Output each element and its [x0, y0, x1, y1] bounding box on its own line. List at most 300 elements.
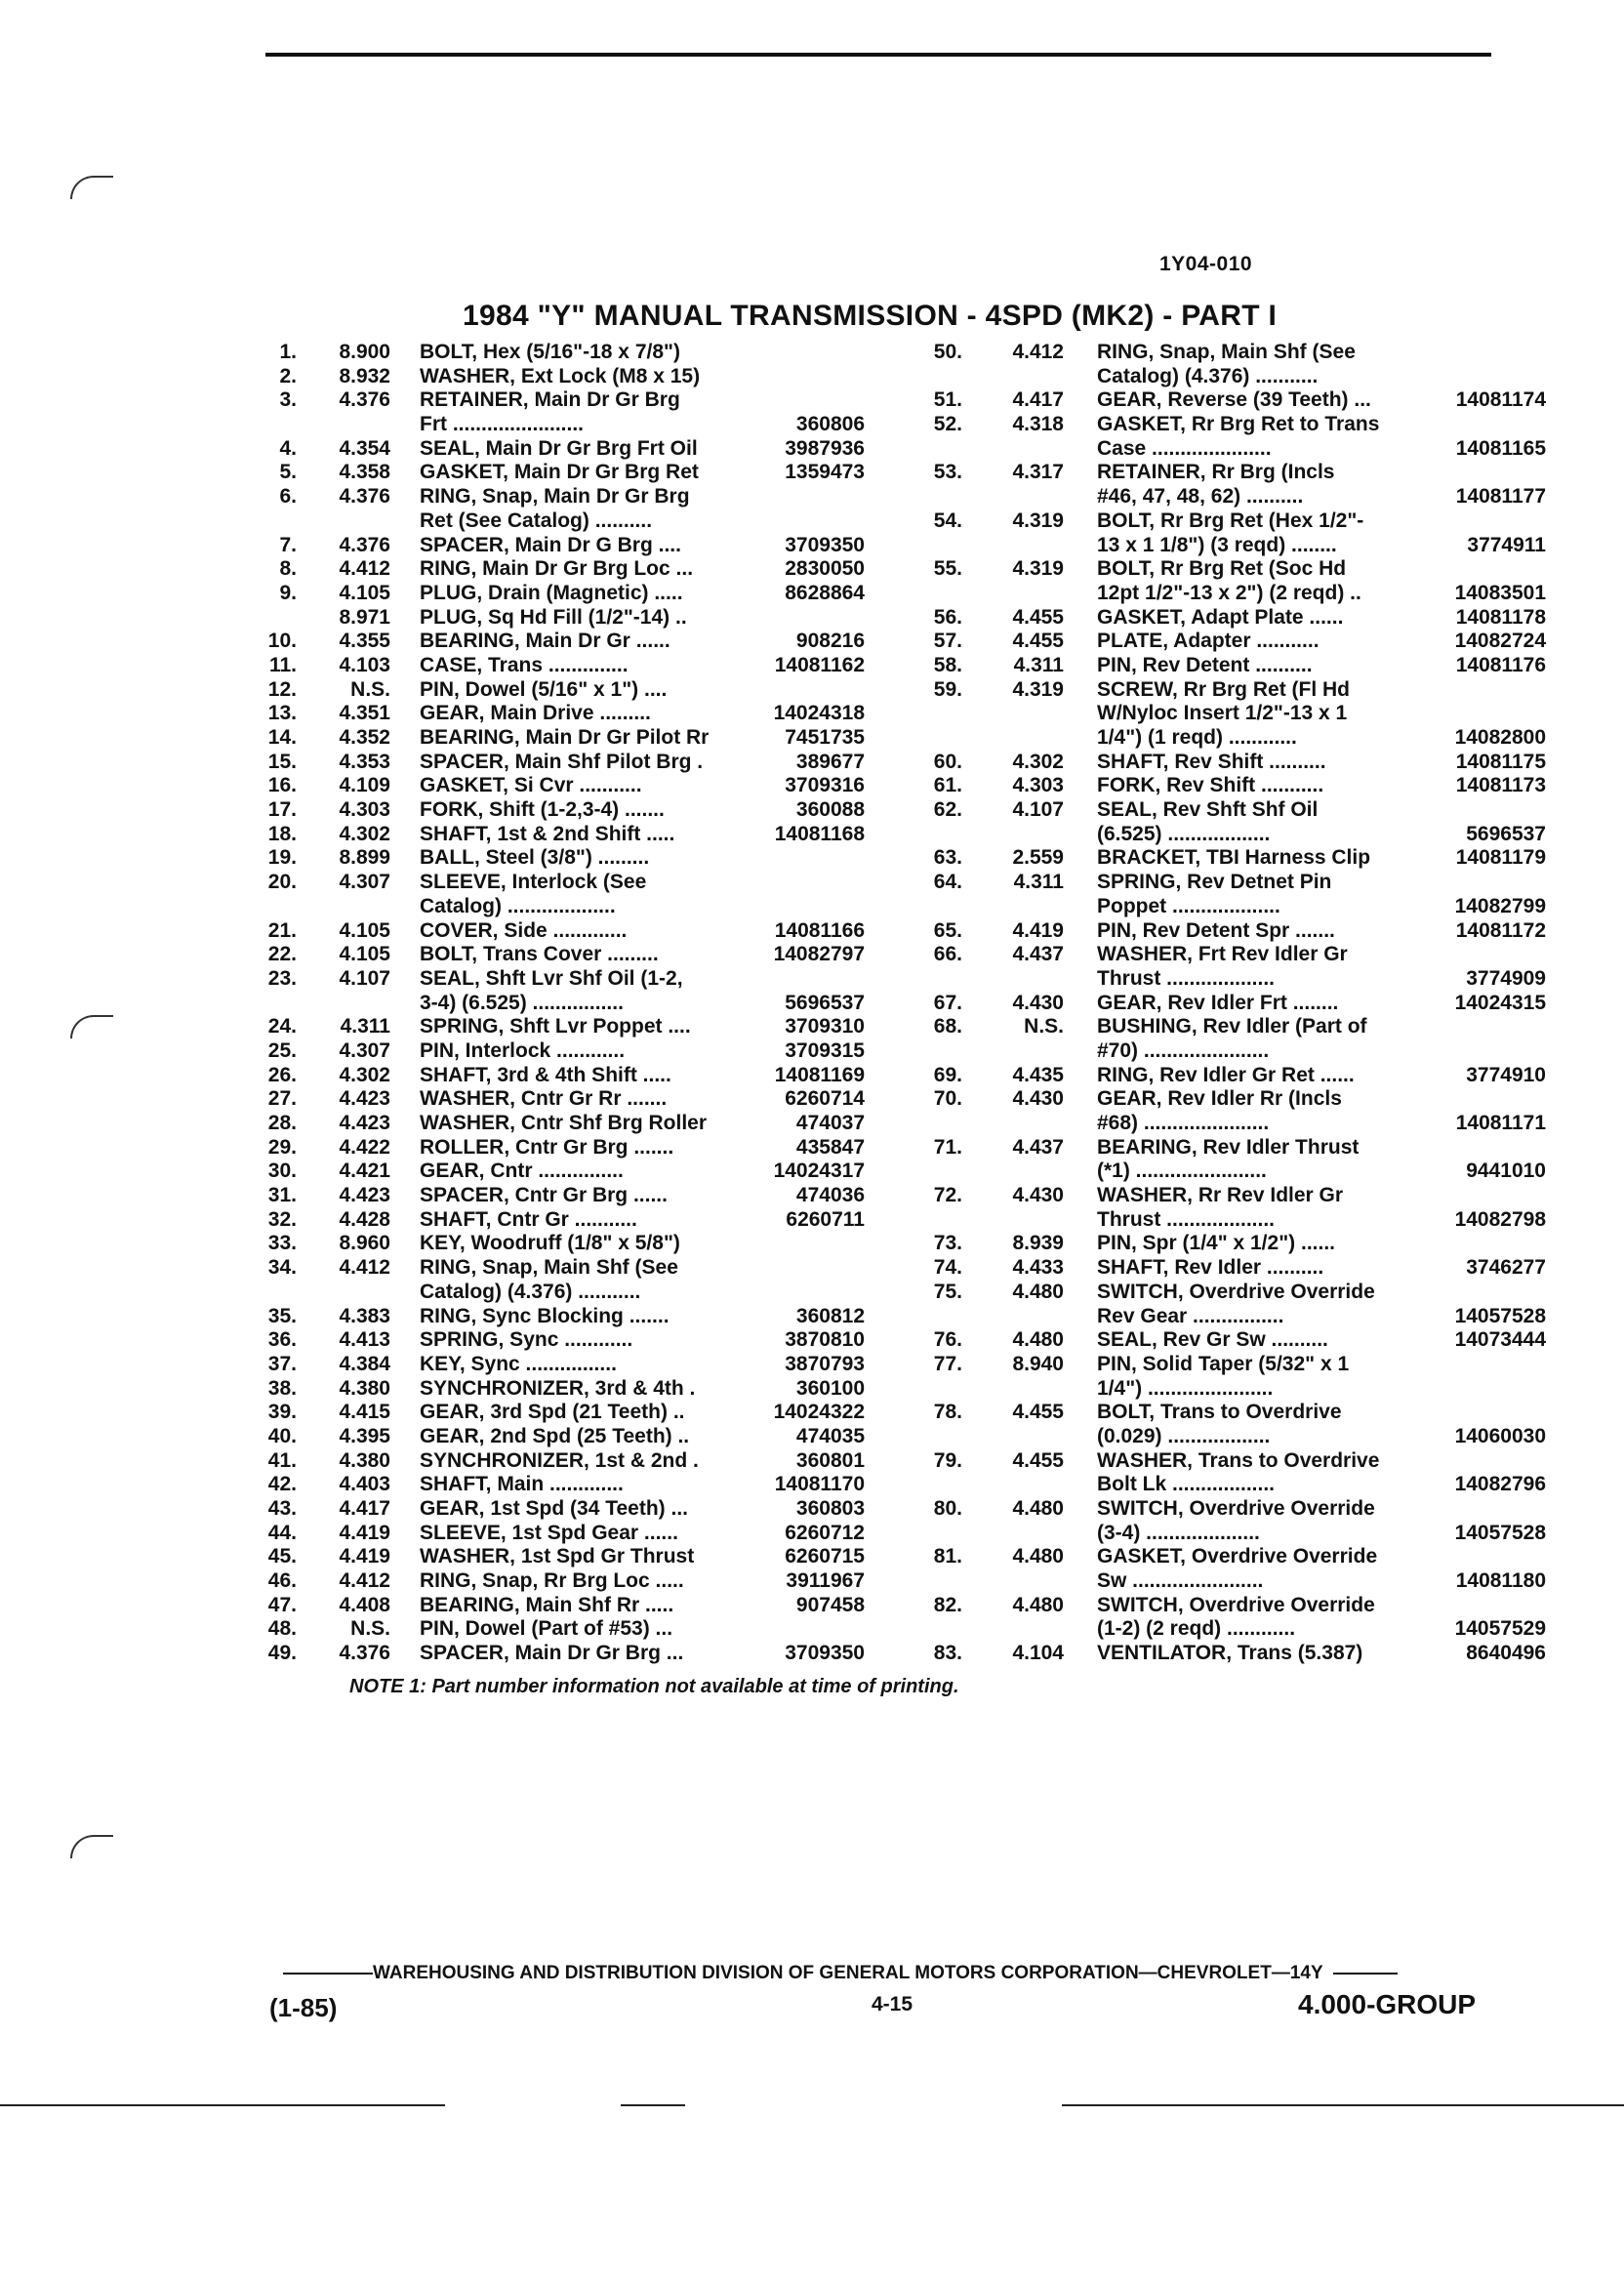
part-row — [921, 341, 1546, 365]
group-number: 4.412 — [339, 557, 390, 581]
item-number: 63. — [933, 846, 962, 870]
item-number: 82. — [933, 1593, 962, 1616]
item-number: 57. — [933, 630, 962, 653]
part-description: Thrust ................... — [1097, 966, 1276, 990]
part-description: Case ..................... — [1097, 436, 1272, 460]
group-number: 4.455 — [1012, 1401, 1064, 1424]
part-number: 14081173 — [1455, 774, 1546, 797]
part-number: 3709350 — [785, 533, 865, 556]
page-number: 4-15 — [872, 1993, 914, 2015]
part-row — [256, 1401, 915, 1425]
part-row — [256, 1594, 915, 1618]
item-number: 18. — [267, 822, 297, 845]
part-description: #68) ...................... — [1097, 1112, 1270, 1134]
parts-list-right — [921, 341, 1546, 1666]
part-number: 908216 — [795, 630, 865, 653]
part-description: PLUG, Drain (Magnetic) ..... — [420, 581, 683, 604]
group-number: 4.353 — [339, 750, 390, 773]
part-description: (3-4) .................... — [1097, 1521, 1260, 1544]
part-description: GEAR, Reverse (39 Teeth) ... — [1097, 388, 1371, 412]
item-number: 66. — [933, 943, 962, 966]
item-number: 43. — [267, 1497, 297, 1520]
part-row — [256, 1642, 915, 1666]
group-number: 4.303 — [339, 798, 390, 822]
part-row — [256, 341, 915, 365]
item-number: 64. — [933, 871, 962, 894]
item-number: 79. — [933, 1448, 962, 1472]
part-description: BOLT, Trans to Overdrive — [1097, 1401, 1342, 1424]
part-row — [921, 509, 1546, 534]
part-row — [921, 1545, 1546, 1569]
part-description: (6.525) .................. — [1097, 822, 1271, 845]
part-description: VENTILATOR, Trans (5.387) — [1097, 1642, 1363, 1665]
part-row — [256, 1377, 915, 1402]
part-row — [921, 751, 1546, 775]
item-number: 4. — [279, 436, 297, 460]
item-number: 56. — [933, 605, 962, 629]
part-description: BOLT, Rr Brg Ret (Soc Hd — [1097, 557, 1347, 581]
part-row — [921, 726, 1546, 751]
item-number: 47. — [267, 1593, 297, 1616]
group-number: 4.433 — [1012, 1256, 1064, 1280]
part-number: 14073444 — [1454, 1328, 1546, 1352]
group-number: 4.403 — [339, 1473, 390, 1496]
part-row — [256, 798, 915, 823]
part-description: KEY, Sync ................ — [420, 1352, 617, 1375]
group-number: 4.421 — [339, 1160, 390, 1183]
part-row — [256, 1497, 915, 1522]
part-description: GEAR, 1st Spd (34 Teeth) ... — [420, 1497, 688, 1520]
part-number: 907458 — [795, 1593, 865, 1616]
item-number: 15. — [267, 750, 297, 773]
part-row — [256, 1281, 915, 1305]
item-number: 49. — [267, 1642, 297, 1665]
part-description: PIN, Spr (1/4" x 1/2") ...... — [1097, 1232, 1335, 1255]
part-description: GASKET, Overdrive Override — [1097, 1545, 1378, 1568]
group-number: 8.940 — [1012, 1352, 1064, 1375]
group-number: 4.455 — [1012, 605, 1064, 629]
part-description: SWITCH, Overdrive Override — [1097, 1280, 1375, 1303]
item-number: 62. — [933, 798, 962, 822]
part-row — [921, 557, 1546, 582]
part-number: 360088 — [795, 798, 865, 822]
part-row — [256, 967, 915, 992]
part-row — [921, 437, 1546, 462]
part-row — [256, 1039, 915, 1064]
group-number: 8.939 — [1012, 1232, 1064, 1255]
part-number: 3870793 — [785, 1352, 865, 1375]
part-description: FORK, Rev Shift ........... — [1097, 774, 1324, 797]
part-number: 6260711 — [786, 1207, 865, 1231]
part-row — [256, 509, 915, 534]
part-description: RING, Snap, Main Shf (See — [1097, 341, 1356, 363]
part-description: #46, 47, 48, 62) .......... — [1097, 485, 1304, 509]
item-number: 25. — [267, 1038, 297, 1062]
part-description: SHAFT, Main ............. — [420, 1473, 624, 1496]
part-row — [921, 1305, 1546, 1329]
part-description: WASHER, Frt Rev Idler Gr — [1097, 943, 1348, 966]
item-number: 7. — [279, 533, 297, 556]
part-description: Catalog) ................... — [420, 894, 616, 917]
part-row — [921, 1401, 1546, 1425]
group-number: 4.107 — [339, 966, 390, 990]
group-number: 4.351 — [339, 702, 390, 725]
item-number: 80. — [933, 1497, 962, 1520]
part-row — [921, 1015, 1546, 1039]
item-number: 2. — [279, 364, 297, 387]
part-number: 3911967 — [786, 1569, 865, 1593]
part-description: Frt ....................... — [420, 413, 585, 436]
part-number: 360806 — [795, 413, 865, 436]
part-description: RING, Sync Blocking ....... — [420, 1304, 670, 1327]
part-number: 360801 — [795, 1448, 865, 1472]
part-description: PIN, Dowel (5/16" x 1") .... — [420, 677, 668, 701]
bottom-rule — [621, 2104, 685, 2106]
part-description: WASHER, Rr Rev Idler Gr — [1097, 1184, 1344, 1207]
part-description: Sw ....................... — [1097, 1569, 1264, 1593]
item-number: 44. — [267, 1521, 297, 1544]
part-row — [921, 1281, 1546, 1305]
group-number: 4.317 — [1012, 461, 1064, 484]
group-number: 4.413 — [339, 1328, 390, 1352]
part-description: BALL, Steel (3/8") ......... — [420, 846, 650, 870]
group-number: 4.355 — [339, 630, 390, 653]
item-number: 14. — [267, 726, 297, 749]
part-row — [256, 654, 915, 678]
part-row — [256, 1353, 915, 1377]
item-number: 38. — [267, 1376, 297, 1400]
part-description: W/Nyloc Insert 1/2"-13 x 1 — [1097, 702, 1348, 725]
part-number: 7451735 — [785, 726, 865, 749]
group-number: 4.417 — [339, 1497, 390, 1520]
part-description: GEAR, Cntr ............... — [420, 1160, 624, 1183]
part-description: SHAFT, Cntr Gr ........... — [420, 1207, 637, 1231]
item-number: 78. — [933, 1401, 962, 1424]
part-row — [256, 678, 915, 703]
group-number: 4.380 — [339, 1448, 390, 1472]
item-number: 52. — [933, 413, 962, 436]
item-number: 48. — [267, 1617, 297, 1641]
part-description: SEAL, Shft Lvr Shf Oil (1-2, — [420, 966, 683, 990]
part-row — [921, 846, 1546, 871]
part-row — [256, 823, 915, 847]
part-row — [921, 1617, 1546, 1642]
item-number: 39. — [267, 1401, 297, 1424]
group-number: 8.900 — [339, 341, 390, 363]
part-description: SYNCHRONIZER, 3rd & 4th . — [420, 1376, 696, 1400]
item-number: 70. — [933, 1087, 962, 1111]
group-number: 4.104 — [1012, 1642, 1064, 1665]
item-number: 30. — [267, 1160, 297, 1183]
group-number: 4.107 — [1012, 798, 1064, 822]
part-description: GEAR, Main Drive ......... — [420, 702, 651, 725]
bottom-rule — [1062, 2104, 1624, 2106]
group-number: 4.352 — [339, 726, 390, 749]
group-number: 4.480 — [1012, 1280, 1064, 1303]
part-number: 14057528 — [1454, 1521, 1546, 1544]
part-number: 14024315 — [1454, 991, 1546, 1014]
part-description: RING, Snap, Rr Brg Loc ..... — [420, 1569, 684, 1593]
group-number: 8.971 — [339, 605, 390, 629]
document-code: 1Y04-010 — [1159, 253, 1253, 275]
part-description: (0.029) .................. — [1097, 1424, 1271, 1447]
part-row — [921, 606, 1546, 631]
part-number: 14081166 — [774, 918, 865, 942]
part-description: RING, Snap, Main Shf (See — [420, 1256, 678, 1280]
part-description: 1/4") ...................... — [1097, 1376, 1274, 1400]
item-number: 33. — [267, 1232, 297, 1255]
part-number: 360100 — [795, 1376, 865, 1400]
part-description: BUSHING, Rev Idler (Part of — [1097, 1015, 1367, 1038]
group-number: 4.395 — [339, 1424, 390, 1447]
part-row — [256, 534, 915, 558]
item-number: 40. — [267, 1424, 297, 1447]
group-number: 4.412 — [339, 1569, 390, 1593]
part-row — [256, 774, 915, 798]
part-number: 14081172 — [1455, 918, 1546, 942]
item-number: 5. — [279, 461, 297, 484]
part-description: PLUG, Sq Hd Fill (1/2"-14) .. — [420, 605, 687, 629]
part-description: GASKET, Si Cvr ........... — [420, 774, 642, 797]
part-row — [256, 992, 915, 1016]
part-number: 14057528 — [1454, 1304, 1546, 1327]
part-number: 14081177 — [1455, 485, 1546, 509]
item-number: 21. — [267, 918, 297, 942]
part-number: 5696537 — [785, 991, 865, 1014]
item-number: 9. — [279, 581, 297, 604]
part-description: SEAL, Main Dr Gr Brg Frt Oil — [420, 436, 698, 460]
part-number: 474035 — [795, 1424, 865, 1447]
part-row — [256, 461, 915, 485]
item-number: 54. — [933, 509, 962, 532]
part-description: BEARING, Rev Idler Thrust — [1097, 1135, 1360, 1159]
scan-mark — [70, 1015, 113, 1038]
part-description: Catalog) (4.376) ........... — [420, 1280, 641, 1303]
group-number: 8.899 — [339, 846, 390, 870]
group-number: 8.932 — [339, 364, 390, 387]
part-row — [921, 992, 1546, 1016]
item-number: 61. — [933, 774, 962, 797]
part-row — [256, 582, 915, 606]
item-number: 1. — [279, 341, 297, 363]
part-description: SLEEVE, Interlock (See — [420, 871, 647, 894]
part-row — [921, 1473, 1546, 1497]
part-description: 1/4") (1 reqd) ............ — [1097, 726, 1297, 749]
part-description: SYNCHRONIZER, 1st & 2nd . — [420, 1448, 699, 1472]
item-number: 73. — [933, 1232, 962, 1255]
part-row — [256, 1184, 915, 1208]
part-description: GASKET, Main Dr Gr Brg Ret — [420, 461, 699, 484]
group-number: 4.376 — [339, 1642, 390, 1665]
group-number: 4.109 — [339, 774, 390, 797]
item-number: 42. — [267, 1473, 297, 1496]
part-row — [921, 702, 1546, 726]
part-number: 14082798 — [1454, 1207, 1546, 1231]
item-number: 13. — [267, 702, 297, 725]
part-description: RETAINER, Main Dr Gr Brg — [420, 388, 680, 412]
group-number: 4.419 — [1012, 918, 1064, 942]
part-row — [921, 365, 1546, 389]
part-row — [921, 1594, 1546, 1618]
part-row — [256, 437, 915, 462]
part-description: ROLLER, Cntr Gr Brg ....... — [420, 1135, 674, 1159]
part-number: 3987936 — [785, 436, 865, 460]
part-number: 14082800 — [1454, 726, 1546, 749]
item-number: 22. — [267, 943, 297, 966]
part-number: 3774910 — [1466, 1063, 1546, 1086]
part-row — [921, 678, 1546, 703]
part-row — [921, 1353, 1546, 1377]
part-row — [256, 413, 915, 437]
group-number: 4.437 — [1012, 1135, 1064, 1159]
part-row — [256, 1064, 915, 1088]
part-number: 2830050 — [785, 557, 865, 581]
group-number: 4.319 — [1012, 509, 1064, 532]
part-description: 12pt 1/2"-13 x 2") (2 reqd) .. — [1097, 581, 1361, 604]
group-number: 4.376 — [339, 388, 390, 412]
part-row — [256, 1136, 915, 1160]
part-description: Catalog) (4.376) ........... — [1097, 364, 1319, 387]
part-row — [256, 1256, 915, 1281]
part-number: 3709315 — [785, 1038, 865, 1062]
part-description: PIN, Rev Detent Spr ....... — [1097, 918, 1335, 942]
item-number: 3. — [279, 388, 297, 412]
group-number: 4.455 — [1012, 1448, 1064, 1472]
part-row — [921, 919, 1546, 944]
part-number: 474036 — [795, 1184, 865, 1207]
group-number: 4.105 — [339, 918, 390, 942]
part-row — [256, 1328, 915, 1353]
item-number: 46. — [267, 1569, 297, 1593]
footer-division-line — [283, 1963, 1398, 1984]
part-number: 14082799 — [1454, 894, 1546, 917]
part-number: 474037 — [795, 1112, 865, 1134]
part-number: 360812 — [795, 1304, 865, 1327]
group-number: 4.307 — [339, 1038, 390, 1062]
part-description: GEAR, 2nd Spd (25 Teeth) .. — [420, 1424, 690, 1447]
footer-dash — [283, 1973, 373, 1975]
part-row — [256, 1208, 915, 1233]
group-number: 4.380 — [339, 1376, 390, 1400]
part-description: GASKET, Rr Brg Ret to Trans — [1097, 413, 1380, 436]
part-description: SHAFT, 1st & 2nd Shift ..... — [420, 822, 675, 845]
part-description: Ret (See Catalog) .......... — [420, 509, 653, 532]
group-number: 4.480 — [1012, 1593, 1064, 1616]
part-row — [921, 1425, 1546, 1449]
part-number: 3746277 — [1466, 1256, 1546, 1280]
part-number: 1359473 — [785, 461, 865, 484]
part-description: CASE, Trans .............. — [420, 653, 629, 676]
item-number: 74. — [933, 1256, 962, 1280]
group-number: 4.311 — [340, 1015, 390, 1038]
part-row — [256, 1545, 915, 1569]
part-row — [921, 1642, 1546, 1666]
item-number: 19. — [267, 846, 297, 870]
item-number: 31. — [267, 1184, 297, 1207]
part-number: 14024317 — [773, 1160, 865, 1183]
parts-list-left — [256, 341, 915, 1666]
part-number: 14082797 — [773, 943, 865, 966]
part-number: 14081170 — [774, 1473, 865, 1496]
part-row — [256, 1305, 915, 1329]
group-number: 4.430 — [1012, 991, 1064, 1014]
part-number: 3709310 — [785, 1015, 865, 1038]
part-description: BOLT, Trans Cover ......... — [420, 943, 659, 966]
item-number: 51. — [933, 388, 962, 412]
part-row — [921, 1328, 1546, 1353]
item-number: 71. — [933, 1135, 962, 1159]
part-row — [921, 1569, 1546, 1594]
group-number: N.S. — [350, 677, 390, 701]
item-number: 50. — [933, 341, 962, 363]
group-number: 4.412 — [1012, 341, 1064, 363]
group-number: 4.417 — [1012, 388, 1064, 412]
part-description: GEAR, Rev Idler Frt ........ — [1097, 991, 1339, 1014]
part-description: GEAR, Rev Idler Rr (Incls — [1097, 1087, 1342, 1111]
part-number: 14024322 — [773, 1401, 865, 1424]
item-number: 36. — [267, 1328, 297, 1352]
top-rule — [265, 53, 1491, 57]
part-row — [921, 798, 1546, 823]
group-number: 4.408 — [339, 1593, 390, 1616]
part-row — [256, 606, 915, 631]
part-row — [921, 630, 1546, 654]
group-number: 4.302 — [1012, 750, 1064, 773]
part-number: 14083501 — [1454, 581, 1546, 604]
part-row — [256, 1160, 915, 1184]
part-row — [256, 871, 915, 895]
part-row — [921, 1184, 1546, 1208]
part-description: WASHER, Ext Lock (M8 x 15) — [420, 364, 701, 387]
part-row — [921, 1112, 1546, 1136]
group-number: 4.302 — [339, 822, 390, 845]
group-label: 4.000-GROUP — [1298, 1989, 1477, 2019]
part-number: 3870810 — [785, 1328, 865, 1352]
part-row — [256, 895, 915, 919]
part-row — [921, 461, 1546, 485]
group-number: 4.430 — [1012, 1184, 1064, 1207]
part-number: 14081175 — [1455, 750, 1546, 773]
item-number: 53. — [933, 461, 962, 484]
item-number: 67. — [933, 991, 962, 1014]
part-row — [256, 1232, 915, 1256]
part-description: (1-2) (2 reqd) ............ — [1097, 1617, 1296, 1641]
part-description: Rev Gear ................ — [1097, 1304, 1284, 1327]
group-number: 4.419 — [339, 1521, 390, 1544]
part-row — [921, 967, 1546, 992]
group-number: 4.319 — [1012, 557, 1064, 581]
item-number: 20. — [267, 871, 297, 894]
part-description: WASHER, Cntr Shf Brg Roller — [420, 1112, 708, 1134]
part-row — [256, 1449, 915, 1474]
part-description: BEARING, Main Shf Rr ..... — [420, 1593, 674, 1616]
part-description: 13 x 1 1/8") (3 reqd) ........ — [1097, 533, 1337, 556]
group-number: 4.428 — [339, 1207, 390, 1231]
part-number: 3774909 — [1466, 966, 1546, 990]
item-number: 34. — [267, 1256, 297, 1280]
group-number: 4.311 — [1013, 653, 1064, 676]
part-description: RING, Rev Idler Gr Ret ...... — [1097, 1063, 1355, 1086]
group-number: 4.455 — [1012, 630, 1064, 653]
part-row — [256, 365, 915, 389]
group-number: 4.415 — [339, 1401, 390, 1424]
group-number: 4.376 — [339, 485, 390, 509]
part-number: 389677 — [795, 750, 865, 773]
part-description: WASHER, Cntr Gr Rr ....... — [420, 1087, 668, 1111]
part-description: SPACER, Main Shf Pilot Brg . — [420, 750, 704, 773]
item-number: 37. — [267, 1352, 297, 1375]
item-number: 60. — [933, 750, 962, 773]
